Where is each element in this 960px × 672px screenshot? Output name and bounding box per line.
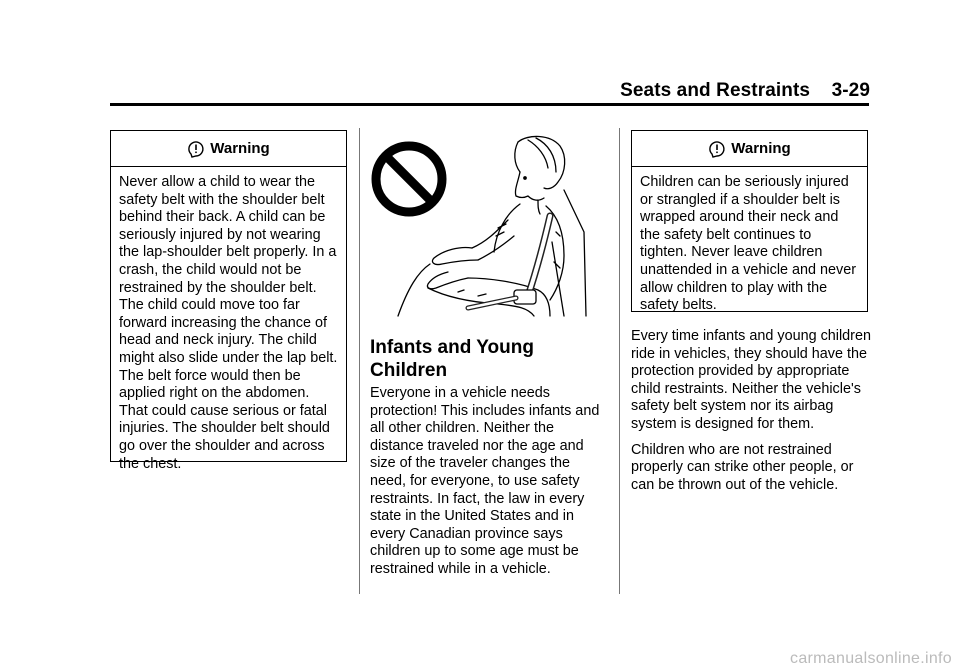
paragraph: Every time infants and young children ride in vehicles, they should have the protection provided by appropriate child restraints. Neither the vehicle's safety belt system nor its airbag system is designed for them. (631, 328, 871, 432)
prohibition-icon (376, 146, 442, 212)
warning-title: Warning (210, 140, 270, 157)
paragraph: Children who are not restrained properly can strike other people, or can be thrown out of the vehicle. (631, 441, 854, 493)
warning-icon (187, 140, 205, 158)
warning-box-left (110, 130, 347, 472)
column-divider-2 (619, 128, 620, 594)
column-divider-1 (359, 128, 360, 594)
page-header-title: Seats and Restraints 3-29 (620, 80, 870, 101)
watermark: carmanualsonline.info (790, 650, 952, 667)
section-heading: Infants and Young Children (370, 337, 534, 381)
warning-body: Never allow a child to wear the safety belt with the shoulder belt behind their back. A child can be seriously injured by not wearing the lap-shoulder belt properly. In a crash, the child would not be restrained by the shoulder belt. The child could move too far forward increasing the chance of head and neck injury. The child might also slide under the lap belt. The belt force would then be applied right on the abdomen. That could cause serious or fatal injuries. The shoulder belt should go over the shoulder and across the chest. (119, 174, 338, 472)
warning-header (632, 131, 867, 167)
section-paragraph: Everyone in a vehicle needs protection! This includes infants and all other children. Neither the distance traveled nor the age and size of the traveler changes the need, for everyone, to use safety restraints. In fact, the law in every state in the United States and in every Canadian province says children up to some age must be restrained while in a vehicle. (370, 385, 600, 577)
warning-body: Children can be seriously injured or strangled if a shoulder belt is wrapped around their neck and the safety belt continues to tighten. Never leave children unattended in a vehicle and never allow children to play with the safety belts. (640, 174, 857, 314)
header-rule (110, 103, 869, 106)
warning-icon (708, 140, 726, 158)
warning-box-right (631, 130, 868, 312)
seated-child-illustration (368, 132, 590, 318)
warning-header (111, 131, 346, 167)
right-column-text (631, 328, 871, 502)
warning-title: Warning (731, 140, 791, 157)
